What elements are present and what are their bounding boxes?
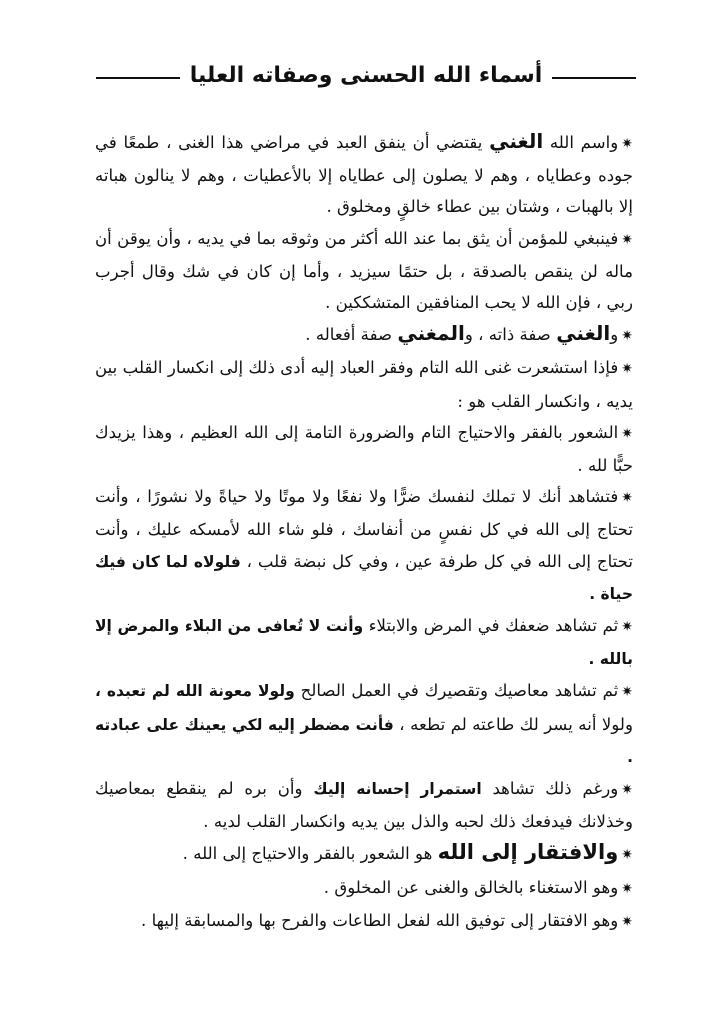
paragraph-text: ثم تشاهد ضعفك في المرض والابتلاء (363, 616, 619, 636)
emphasis-text: فلولاه لما كان فيك حياة . (95, 552, 633, 603)
paragraph (95, 126, 633, 223)
paragraph-text: صفة أفعاله . (305, 325, 398, 345)
paragraph (95, 837, 633, 871)
paragraph (95, 318, 633, 352)
star-bullet-icon: ✷ (621, 425, 633, 442)
keyword-text: الغني (489, 129, 544, 153)
header-rule-right (552, 77, 636, 79)
paragraph (95, 352, 633, 416)
paragraph-text: فينبغي للمؤمن أن يثق بما عند الله أكثر من وثوقه بما في يديه ، وأن يوقن أن ماله لن ينقص بالصدقة ، بل حتمًا سيزيد ، وأما إن كان في شك وقال أجرب ربي ، فإن الله لا يحب المنافقين المتشككين . (95, 228, 633, 313)
paragraph (95, 905, 633, 938)
emphasis-text: وأنت لا تُعافى من البلاء والمرض إلا بالله . (95, 617, 633, 669)
paragraph-text: هو الشعور بالفقر والاحتياج إلى الله . (182, 844, 438, 864)
star-bullet-icon: ✷ (621, 847, 633, 864)
paragraph (95, 675, 633, 773)
paragraph-text: ثم تشاهد معاصيك وتقصيرك في العمل الصالح (294, 681, 619, 701)
star-bullet-icon: ✷ (621, 136, 633, 152)
star-bullet-icon: ✷ (621, 913, 633, 930)
paragraph-text: فتشاهد أنك لا تملك لنفسك ضرًّا ولا نفعًا ولا موتًا ولا حياةً ولا نشورًا ، وأنت تحتاج إلى الله في كل نفسٍ من أنفاسك ، فلو شاء الله لأمسكه عليك ، وأنت تحتاج إلى الله في كل طرفة عين ، وفي كل نبضة قلب ، (95, 487, 633, 571)
star-bullet-icon: ✷ (621, 619, 633, 636)
paragraph-text: ولولا أنه يسر لك طاعته لم تطعه ، (393, 714, 633, 734)
paragraph-text: فإذا استشعرت غنى الله التام وفقر العباد إليه أدى ذلك إلى انكسار القلب بين يديه ، وانكسار القلب هو : (95, 358, 633, 411)
keyword-text: والافتقار إلى الله (437, 840, 619, 865)
paragraph (95, 610, 633, 675)
paragraph (95, 773, 633, 837)
document-body (95, 126, 633, 938)
keyword-text: الغني (556, 321, 611, 346)
paragraph (95, 481, 633, 610)
paragraph (95, 872, 633, 905)
paragraph-text: صفة ذاته ، و (464, 325, 557, 345)
star-bullet-icon: ✷ (621, 328, 633, 345)
star-bullet-icon: ✷ (621, 231, 633, 248)
star-bullet-icon: ✷ (621, 684, 633, 701)
paragraph (95, 417, 633, 481)
paragraph-text: واسم الله (543, 133, 619, 152)
paragraph-text: وهو الاستغناء بالخالق والغنى عن المخلوق . (323, 877, 619, 897)
page-title: أسماء الله الحسنى وصفاته العليا (189, 62, 543, 88)
paragraph-text: وأن بره لم ينقطع بمعاصيك وخذلانك فيدفعك ذلك لحبه والذل بين يديه وانكسار القلب لديه . (95, 779, 633, 832)
paragraph-text: الشعور بالفقر والاحتياج التام والضرورة التامة إلى الله العظيم ، وهذا يزيدك حبًّا لله . (95, 422, 633, 476)
paragraph-text: يقتضي أن ينفق العبد في مراضي هذا الغنى ، طمعًا في جوده وعطاياه ، وهم لا يصلون إلى عطاياه إلا بالأعطيات ، وهم لا ينالون هباته إلا بالهبات ، وشتان بين عطاء خالقٍ ومخلوق . (95, 133, 633, 217)
keyword-text: المغني (397, 321, 465, 346)
emphasis-text: فأنت مضطر إليه لكي يعينك على عبادته . (95, 715, 633, 766)
page-header (96, 58, 636, 92)
star-bullet-icon: ✷ (621, 782, 633, 799)
star-bullet-icon: ✷ (621, 880, 633, 897)
star-bullet-icon: ✷ (621, 361, 633, 378)
paragraph-text: و (610, 325, 619, 345)
paragraph-text: وهو الافتقار إلى توفيق الله لفعل الطاعات والفرح بها والمسابقة إليها . (141, 910, 619, 930)
header-rule-left (96, 77, 180, 79)
paragraph (95, 223, 633, 319)
emphasis-text: ولولا معونة الله لم تعبده ، (95, 682, 295, 701)
star-bullet-icon: ✷ (621, 490, 633, 507)
emphasis-text: استمرار إحسانه إليك (313, 780, 482, 799)
paragraph-text: ورغم ذلك تشاهد (481, 779, 619, 799)
